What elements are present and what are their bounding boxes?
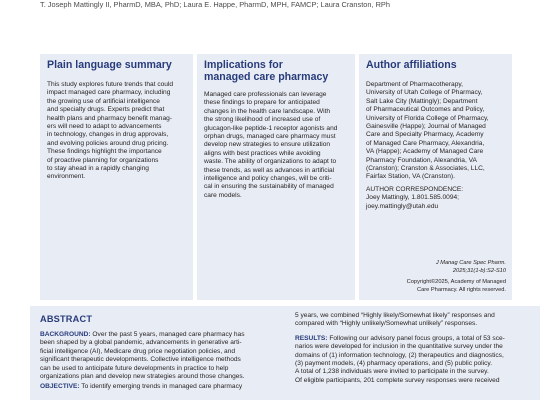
results-line-1 bbox=[295, 335, 535, 343]
implications-line: the strong likelihood of increased use of bbox=[204, 116, 321, 124]
implications-line: these findings to prepare for anticipated bbox=[204, 99, 320, 107]
implications-line: aligns with best practices while avoiding bbox=[204, 149, 321, 157]
plain-language-line: and evolving policies around drug pricing. bbox=[47, 139, 169, 147]
results-line: narios were developed for inclusion in the quantitative survey under the bbox=[295, 343, 503, 351]
journal-citation bbox=[436, 259, 506, 276]
affiliation-line: Department of Pharmacotherapy, bbox=[366, 81, 463, 88]
affiliation-line: Fairfax Station, VA (Cranston). bbox=[366, 173, 455, 181]
methods-line: 5 years, we combined “Highly likely/Somewhat likely” responses and bbox=[295, 312, 495, 319]
affiliation-line: University of Florida College of Pharmacy, bbox=[366, 114, 489, 122]
results-text: Following our advisory panel focus groups, a total of 53 sce- bbox=[327, 334, 505, 342]
copyright-line: Care Pharmacy. All rights reserved. bbox=[416, 286, 506, 293]
affiliation-line: (Cranston); Cranston & Associates, LLC, bbox=[366, 165, 485, 173]
implications-line: these trends, as well as advances in artificial bbox=[204, 166, 335, 174]
results-line: domains of (1) information technology, (2) therapeutics and diagnostics, bbox=[295, 351, 504, 359]
implications-line: changes in the health care landscape. With bbox=[204, 107, 331, 115]
background-line: been shaped by a global pandemic, advancements in generative arti- bbox=[40, 339, 242, 347]
objective-label: OBJECTIVE: bbox=[40, 383, 80, 391]
results-line: Of eligible participants, 201 complete survey responses were received bbox=[295, 376, 500, 384]
plain-language-line: health plans and pharmacy benefit manag- bbox=[47, 114, 172, 122]
author-list: T. Joseph Mattingly II, PharmD, MBA, PhD; Laura E. Happe, PharmD, MPH, FAMCP; Laura Cranston, RPh bbox=[40, 0, 390, 9]
background-line: ficial intelligence (AI), Medicare drug price negotiation policies, and bbox=[40, 347, 235, 355]
implications-line: cal in ensuring the sustainability of managed bbox=[204, 183, 334, 191]
affiliation-line: Care and Specialty Pharmacy, Academy bbox=[366, 131, 484, 139]
affiliation-line: Salt Lake City (Mattingly); Department bbox=[366, 97, 478, 105]
implications-heading-line: managed care pharmacy bbox=[204, 71, 329, 83]
plain-language-line: in technology, changes in drug approvals, bbox=[47, 131, 169, 139]
objective-text: To identify emerging trends in managed care pharmacy bbox=[79, 383, 243, 391]
abstract-title: ABSTRACT bbox=[40, 314, 93, 324]
implications-body bbox=[204, 91, 351, 200]
affiliation-line: Gainesville (Happe); Journal of Managed bbox=[366, 123, 486, 131]
plain-language-line: of proactive planning for organizations bbox=[47, 156, 159, 164]
plain-language-line: and specialty drugs. Experts predict that bbox=[47, 106, 165, 114]
background-text: Over the past 5 years, managed care pharmacy has bbox=[90, 331, 245, 338]
implications-line: intelligence and policy changes, will be criti- bbox=[204, 175, 332, 183]
background-line: significant therapeutic developments. Collective intelligence methods bbox=[40, 356, 241, 364]
background-line-1 bbox=[40, 331, 280, 339]
background-line: can be used to anticipate future developments in practice to help bbox=[40, 364, 229, 372]
correspondence-label: AUTHOR CORRESPONDENCE: bbox=[366, 185, 464, 193]
affiliation-line: Pharmacy Foundation, Alexandria, VA bbox=[366, 156, 477, 164]
citation-line: J Manag Care Spec Pharm. bbox=[435, 260, 506, 266]
correspondence-email[interactable]: joey.mattingly@utah.edu bbox=[366, 202, 439, 210]
results-line: (3) payment models, (4) pharmacy operations, and (5) public policy. bbox=[295, 360, 493, 368]
plain-language-line: the growing use of artificial intelligence bbox=[47, 97, 160, 105]
background-line: organizations plan and develop new strategies around those changes. bbox=[40, 373, 245, 381]
implications-line: waste. The ability of organizations to adapt to bbox=[204, 158, 337, 166]
implications-line: care models. bbox=[204, 191, 242, 199]
implications-line: glucagon-like peptide-1 receptor agonists and bbox=[204, 124, 338, 132]
plain-language-summary-panel bbox=[40, 54, 193, 300]
plain-language-line: These findings highlight the importance bbox=[47, 148, 162, 156]
abstract-left-column bbox=[40, 331, 280, 392]
plain-language-line: impact managed care pharmacy, including bbox=[47, 89, 171, 97]
copyright-line: Copyright©2025, Academy of Managed bbox=[406, 279, 506, 285]
plain-language-line: to stay ahead in a rapidly changing bbox=[47, 165, 149, 173]
implications-line: orphan drugs, managed care pharmacy must bbox=[204, 133, 336, 141]
implications-panel bbox=[197, 54, 355, 300]
citation-line: 2025;31(1-b):S2-S10 bbox=[452, 268, 506, 275]
affiliation-line: University of Utah College of Pharmacy, bbox=[366, 89, 483, 97]
methods-line: compared with “Highly unlikely/Somewhat unlikely” responses. bbox=[295, 320, 478, 328]
implications-line: develop new strategies to ensure utilization bbox=[204, 141, 331, 149]
objective-line bbox=[40, 383, 280, 391]
affiliations-heading: Author affiliations bbox=[366, 59, 457, 71]
results-line: A total of 1,238 individuals were invited to participate in the survey. bbox=[295, 368, 489, 376]
copyright-notice bbox=[407, 279, 506, 294]
author-affiliations-panel bbox=[359, 54, 512, 300]
implications-heading-line: Implications for bbox=[204, 59, 283, 71]
affiliation-line: of Managed Care Pharmacy, Alexandria, bbox=[366, 139, 485, 147]
affiliation-line: of Pharmaceutical Outcomes and Policy, bbox=[366, 106, 485, 114]
implications-heading bbox=[204, 59, 328, 83]
implications-line: Managed care professionals can leverage bbox=[204, 91, 327, 98]
background-label: BACKGROUND: bbox=[40, 331, 91, 338]
plain-language-heading: Plain language summary bbox=[47, 59, 172, 71]
abstract-section bbox=[30, 306, 540, 400]
plain-language-body bbox=[47, 81, 189, 182]
abstract-right-column bbox=[295, 312, 535, 385]
results-label: RESULTS: bbox=[295, 334, 328, 342]
correspondence-line: Joey Mattingly, 1.801.585.0094; bbox=[366, 194, 459, 202]
affiliation-line: VA (Happe); Academy of Managed Care bbox=[366, 148, 484, 156]
plain-language-line: ers will need to adapt to advancements bbox=[47, 123, 162, 131]
plain-language-line: This study explores future trends that could bbox=[47, 81, 174, 88]
plain-language-line: environment. bbox=[47, 173, 86, 181]
affiliations-body bbox=[366, 81, 508, 211]
